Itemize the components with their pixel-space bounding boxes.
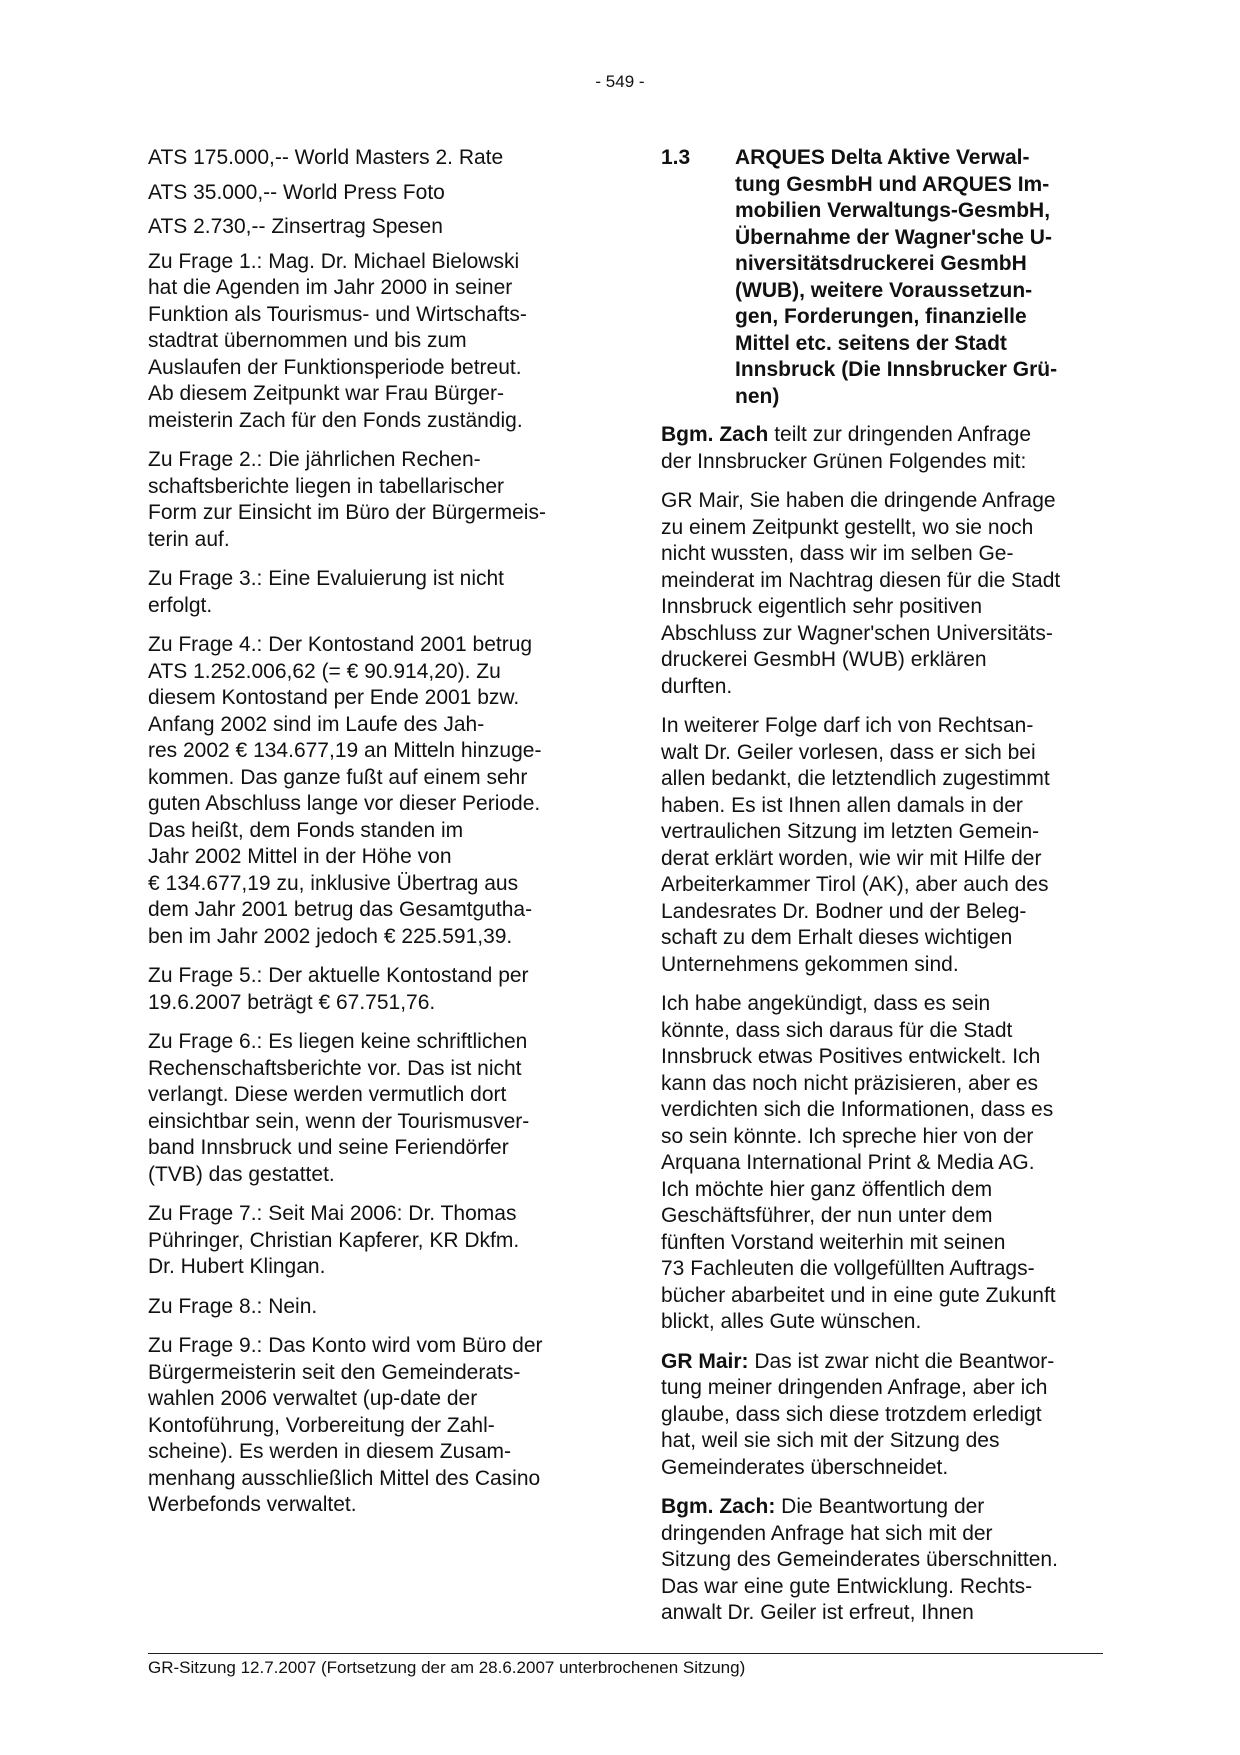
paragraph-ats-world-press: ATS 35.000,-- World Press Foto [148, 180, 445, 204]
paragraph-frage-9: Zu Frage 9.: Das Konto wird vom Büro der Bürgermeisterin seit den Gemeinderats- wahlen 2006 verwaltet (up-date der Kontoführung, Vorbereitung der Zahl- scheine). Es werden in diesem Zusam- menhang ausschließlich Mittel des Casino Werbefonds verwaltet. [148, 1334, 543, 1516]
paragraph-gr-mair-reply [661, 1349, 1106, 1482]
paragraph-frage-1: Zu Frage 1.: Mag. Dr. Michael Bielowski hat die Agenden im Jahr 2000 in seiner Funktion als Tourismus- und Wirtschafts- stadtrat übernommen und bis zum Auslaufen der Funktionsperiode betreut. Ab diesem Zeitpunkt war Frau Bürger- meisterin Zach für den Fonds zuständig. [148, 249, 527, 432]
paragraph-frage-7: Zu Frage 7.: Seit Mai 2006: Dr. Thomas Pühringer, Christian Kapferer, KR Dkfm. Dr. Hubert Klingan. [148, 1202, 520, 1278]
paragraph-frage-3: Zu Frage 3.: Eine Evaluierung ist nicht erfolgt. [148, 567, 505, 617]
right-column [661, 145, 1106, 1640]
paragraph-frage-2: Zu Frage 2.: Die jährlichen Rechen- schaftsberichte liegen in tabellarischer Form zur Einsicht im Büro der Bürgermeis- terin auf. [148, 448, 546, 551]
footer-divider [148, 1653, 1103, 1654]
paragraph-text: Das ist zwar nicht die Beantwor- tung meiner dringenden Anfrage, aber ich glaube, dass sich diese trotzdem erledigt hat, weil sie sich mit der Sitzung des Gemeinderates überschneidet. [661, 1349, 1055, 1479]
paragraph-arquana: Ich habe angekündigt, dass es sein könnte, dass sich daraus für die Stadt Innsbruck etwas Positives entwickelt. Ich kann das noch nicht präzisieren, aber es verdichten sich die Informationen, dass es so sein könnte. Ich spreche hier von der Arquana International Print & Media AG. Ich möchte hier ganz öffentlich dem Geschäftsführer, der nun unter dem fünften Vorstand weiterhin mit seinen 73 Fachleuten die vollgefüllten Auftrags- bücher abarbeitet und in eine gute Zukunft blickt, alles Gute wünschen. [661, 992, 1056, 1333]
paragraph-text: Die Beantwortung der dringenden Anfrage hat sich mit der Sitzung des Gemeinderates überschnitten. Das war eine gute Entwicklung. Rechts- anwalt Dr. Geiler ist erfreut, Ihnen [661, 1495, 1058, 1624]
paragraph-ats-world-masters: ATS 175.000,-- World Masters 2. Rate [148, 146, 504, 169]
paragraph-gr-mair-address: GR Mair, Sie haben die dringende Anfrage zu einem Zeitpunkt gestellt, wo sie noch nicht wussten, dass wir im selben Ge- meinderat im Nachtrag diesen für die Stadt Innsbruck eigentlich sehr positiven Abschluss zur Wagner'schen Universitäts- druckerei GesmbH (WUB) erklären durften. [661, 489, 1061, 698]
paragraph-intro [661, 422, 1106, 475]
page-footer: GR-Sitzung 12.7.2007 (Fortsetzung der am 28.6.2007 unterbrochenen Sitzung) [148, 1658, 746, 1677]
left-column [148, 145, 593, 1532]
page-number: - 549 - [595, 72, 645, 91]
paragraph-bgm-zach-reply [661, 1494, 1106, 1627]
paragraph-ats-zinsertrag: ATS 2.730,-- Zinsertrag Spesen [148, 215, 443, 238]
paragraph-frage-6: Zu Frage 6.: Es liegen keine schriftlichen Rechenschaftsberichte vor. Das ist nicht verlangt. Diese werden vermutlich dort einsichtbar sein, wenn der Tourismusver- band Innsbruck und seine Feriendörfer (TVB) das gestattet. [148, 1030, 530, 1186]
speaker-label: Bgm. Zach [661, 423, 769, 446]
paragraph-frage-8: Zu Frage 8.: Nein. [148, 1294, 318, 1318]
paragraph-frage-4: Zu Frage 4.: Der Kontostand 2001 betrug ATS 1.252.006,62 (= € 90.914,20). Zu diesem Kontostand per Ende 2001 bzw. Anfang 2002 sind im Laufe des Jah- res 2002 € 134.677,19 an Mitteln hinzuge- kommen. Das ganze fußt auf einem sehr guten Abschluss lange vor dieser Periode. Das heißt, dem Fonds standen im Jahr 2002 Mittel in der Höhe von € 134.677,19 zu, inklusive Übertrag aus dem Jahr 2001 betrug das Gesamtgutha- ben im Jahr 2002 jedoch € 225.591,39. [148, 633, 542, 948]
speaker-label: Bgm. Zach: [661, 1495, 776, 1518]
section-heading [661, 145, 1106, 410]
paragraph-text: teilt zur dringenden Anfrage der Innsbrucker Grünen Folgendes mit: [661, 423, 1032, 473]
paragraph-rechtsanwalt: In weiterer Folge darf ich von Rechtsan- walt Dr. Geiler vorlesen, dass er sich bei allen bedankt, die letztendlich zugestimmt haben. Es ist Ihnen allen damals in der vertraulichen Sitzung im letzten Gemein- derat erklärt worden, wie wir mit Hilfe der Arbeiterkammer Tirol (AK), aber auch des Landesrates Dr. Bodner und der Beleg- schaft zu dem Erhalt dieses wichtigen Unternehmens gekommen sind. [661, 714, 1050, 976]
paragraph-frage-5: Zu Frage 5.: Der aktuelle Kontostand per 19.6.2007 beträgt € 67.751,76. [148, 964, 529, 1014]
section-number: 1.3 [661, 146, 691, 169]
section-title: ARQUES Delta Aktive Verwal- tung GesmbH und ARQUES Im- mobilien Verwaltungs-GesmbH, Übernahme der Wagner'sche U- niversitätsdruckerei GesmbH (WUB), weitere Voraussetzun- gen, Forderungen, finanzielle Mittel etc. seitens der Stadt Innsbruck (Die Innsbrucker Grü- nen) [735, 146, 1058, 408]
speaker-label: GR Mair: [661, 1349, 749, 1373]
